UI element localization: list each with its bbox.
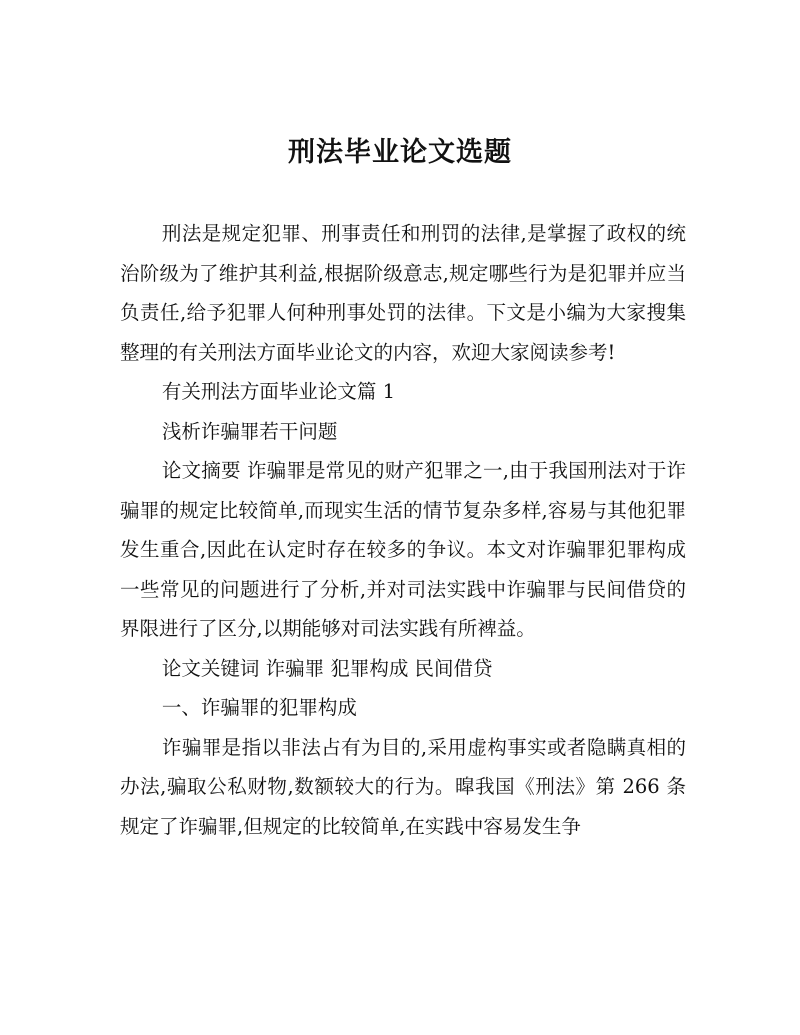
- keywords-line: 论文关键词 诈骗罪 犯罪构成 民间借贷: [161, 656, 493, 680]
- paper-title: 浅析诈骗罪若干问题: [161, 419, 338, 443]
- document-body: [120, 214, 686, 846]
- abstract-paragraph: 论文摘要 诈骗罪是常见的财产犯罪之一,由于我国刑法对于诈骗罪的规定比较简单,而现实生活的情节复杂多样,容易与其他犯罪发生重合,因此在认定时存在较多的争议。本文对诈骗罪犯罪构成一些常见的问题进行了分析,并对司法实践中诈骗罪与民间借贷的界限进行了区分,以期能够对司法实践有所裨益。: [120, 459, 686, 640]
- intro-paragraph: 刑法是规定犯罪、刑事责任和刑罚的法律,是掌握了政权的统治阶级为了维护其利益,根据阶级意志,规定哪些行为是犯罪并应当负责任,给予犯罪人何种刑事处罚的法律。下文是小编为大家搜集整理的有关刑法方面毕业论文的内容，欢迎大家阅读参考!: [120, 222, 686, 364]
- document-title: 刑法毕业论文选题: [288, 137, 512, 168]
- article-heading: 有关刑法方面毕业论文篇 1: [161, 380, 396, 403]
- section-heading: 一、诈骗罪的犯罪构成: [161, 696, 357, 719]
- body-paragraph: 诈骗罪是指以非法占有为目的,采用虚构事实或者隐瞒真相的办法,骗取公私财物,数额较大的行为。暭我国《刑法》第 266 条规定了诈骗罪,但规定的比较简单,在实践中容易发生争: [120, 735, 686, 838]
